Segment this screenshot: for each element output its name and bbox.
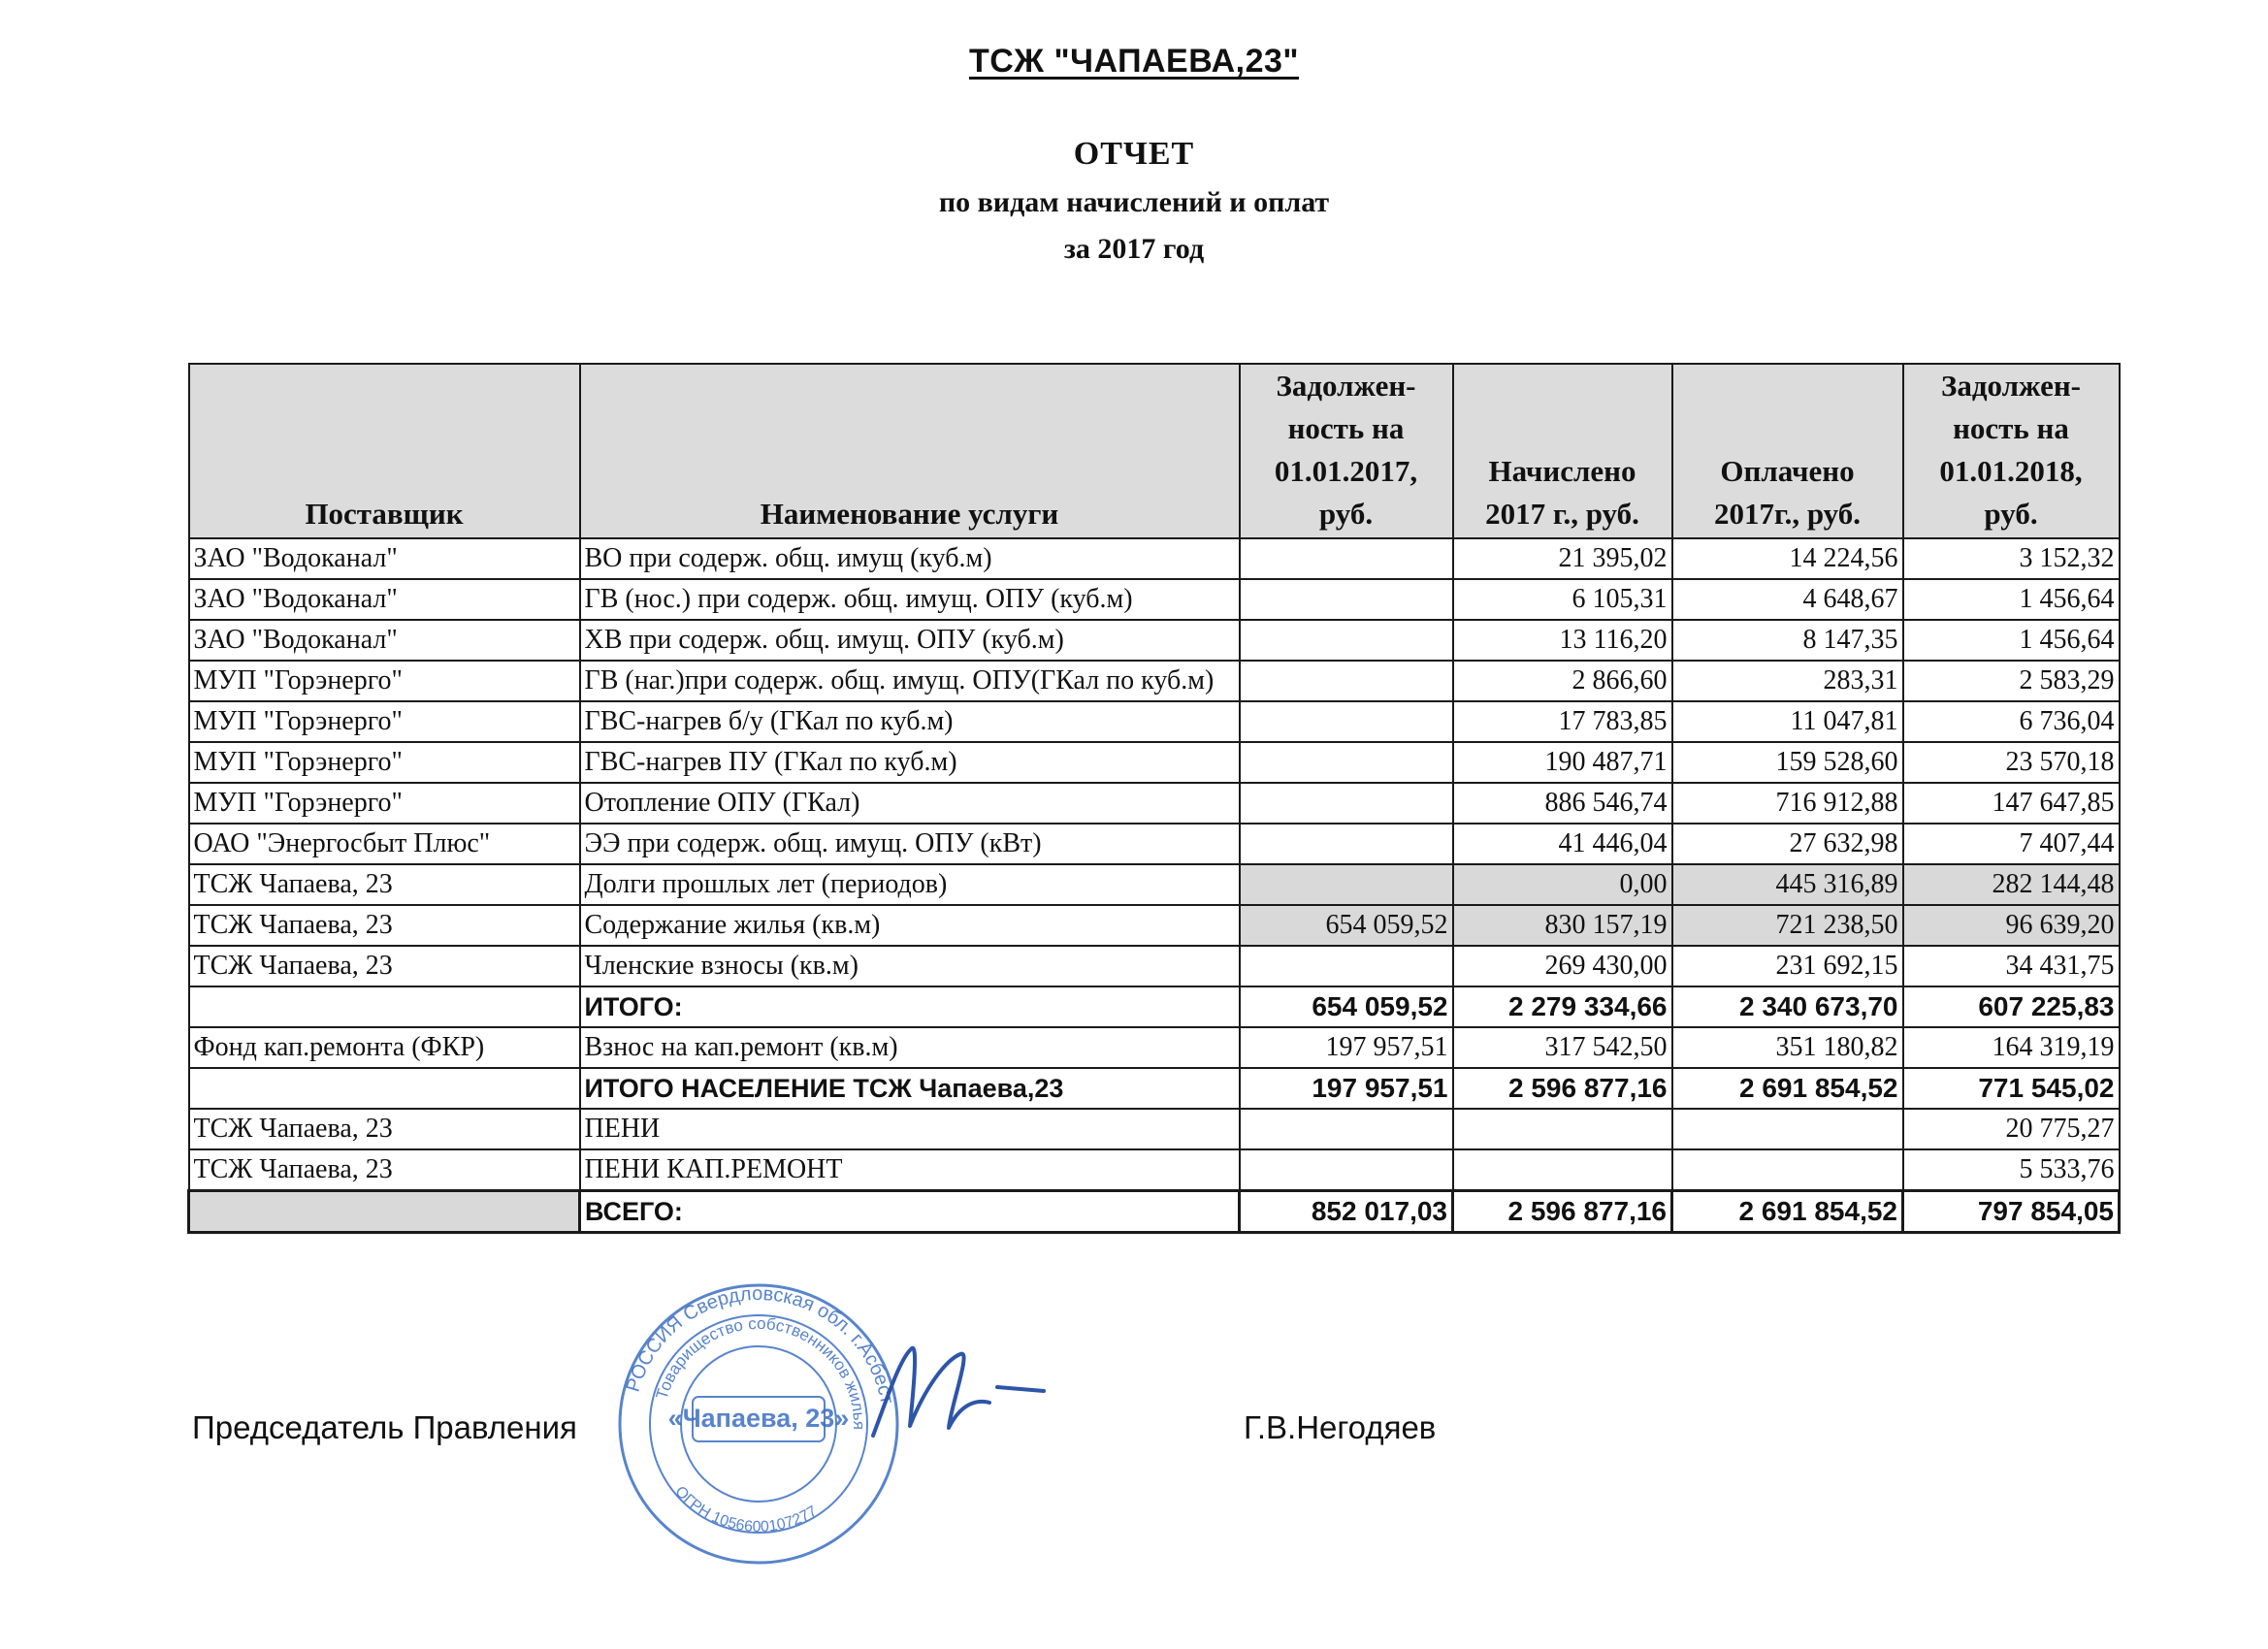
debt-end-cell: 34 431,75	[1903, 946, 2120, 986]
paid-cell: 159 528,60	[1672, 742, 1903, 783]
grand-total-row	[189, 1191, 2120, 1233]
report-table	[187, 363, 2121, 1234]
debt-end-cell: 797 854,05	[1903, 1191, 2120, 1233]
debt-start-cell	[1240, 701, 1453, 742]
debt-end-cell: 23 570,18	[1903, 742, 2120, 783]
supplier-cell: ЗАО "Водоканал"	[189, 579, 580, 620]
chairman-name: Г.В.Негодяев	[1244, 1409, 1437, 1445]
service-cell: Долги прошлых лет (периодов)	[580, 864, 1240, 905]
paid-cell: 8 147,35	[1672, 620, 1903, 661]
paid-cell	[1672, 1149, 1903, 1191]
charged-cell: 0,00	[1453, 864, 1672, 905]
paid-cell: 2 691 854,52	[1672, 1191, 1903, 1233]
debt-end-cell: 6 736,04	[1903, 701, 2120, 742]
table-row	[189, 1149, 2120, 1191]
supplier-cell: ТСЖ Чапаева, 23	[189, 864, 580, 905]
header-row	[189, 364, 2120, 538]
supplier-cell: ЗАО "Водоканал"	[189, 620, 580, 661]
header-debt-start: Задолжен- ность на 01.01.2017, руб.	[1240, 364, 1453, 538]
debt-end-cell: 20 775,27	[1903, 1109, 2120, 1149]
debt-start-cell: 654 059,52	[1240, 905, 1453, 946]
service-cell: ВСЕГО:	[580, 1191, 1240, 1233]
charged-cell: 17 783,85	[1453, 701, 1672, 742]
debt-end-cell: 2 583,29	[1903, 661, 2120, 701]
service-cell: ГВС-нагрев б/у (ГКал по куб.м)	[580, 701, 1240, 742]
chairman-label: Председатель Правления	[192, 1409, 577, 1445]
header-debt-end: Задолжен- ность на 01.01.2018, руб.	[1903, 364, 2120, 538]
header-charged: Начислено 2017 г., руб.	[1453, 364, 1672, 538]
supplier-cell	[189, 1191, 580, 1233]
debt-end-cell: 282 144,48	[1903, 864, 2120, 905]
supplier-cell: ТСЖ Чапаева, 23	[189, 1149, 580, 1191]
debt-start-cell	[1240, 742, 1453, 783]
service-cell: Отопление ОПУ (ГКал)	[580, 783, 1240, 824]
table-row	[189, 701, 2120, 742]
service-cell: ГВ (наг.)при содерж. общ. имущ. ОПУ(ГКал по куб.м)	[580, 661, 1240, 701]
debt-start-cell: 654 059,52	[1240, 986, 1453, 1027]
header-service: Наименование услуги	[580, 364, 1240, 538]
debt-end-cell: 3 152,32	[1903, 538, 2120, 579]
paid-cell: 445 316,89	[1672, 864, 1903, 905]
stamp-center-text: «Чапаева, 23»	[667, 1404, 850, 1433]
charged-cell: 269 430,00	[1453, 946, 1672, 986]
report-heading: ОТЧЕТ	[1073, 136, 1195, 172]
supplier-cell: ТСЖ Чапаева, 23	[189, 1109, 580, 1149]
debt-start-cell: 197 957,51	[1240, 1027, 1453, 1068]
charged-cell: 317 542,50	[1453, 1027, 1672, 1068]
paid-cell: 2 340 673,70	[1672, 986, 1903, 1027]
table-row	[189, 905, 2120, 946]
table-row	[189, 620, 2120, 661]
debt-end-cell: 7 407,44	[1903, 824, 2120, 864]
stamp-outer-text: РОССИЯ Свердловская обл. г.Асбест	[622, 1282, 898, 1406]
table-row	[189, 824, 2120, 864]
header-paid: Оплачено 2017г., руб.	[1672, 364, 1903, 538]
debt-start-cell	[1240, 661, 1453, 701]
debt-end-cell: 1 456,64	[1903, 620, 2120, 661]
supplier-cell	[189, 986, 580, 1027]
charged-cell: 830 157,19	[1453, 905, 1672, 946]
supplier-cell: МУП "Горэнерго"	[189, 701, 580, 742]
service-cell: Содержание жилья (кв.м)	[580, 905, 1240, 946]
debt-end-cell: 5 533,76	[1903, 1149, 2120, 1191]
supplier-cell: ЗАО "Водоканал"	[189, 538, 580, 579]
debt-start-cell	[1240, 1109, 1453, 1149]
debt-start-cell	[1240, 783, 1453, 824]
service-cell: Взнос на кап.ремонт (кв.м)	[580, 1027, 1240, 1068]
table-row	[189, 946, 2120, 986]
service-cell: Членские взносы (кв.м)	[580, 946, 1240, 986]
debt-end-cell: 607 225,83	[1903, 986, 2120, 1027]
subtotal-row	[189, 986, 2120, 1027]
paid-cell	[1672, 1109, 1903, 1149]
paid-cell: 11 047,81	[1672, 701, 1903, 742]
charged-cell: 41 446,04	[1453, 824, 1672, 864]
service-cell: ВО при содерж. общ. имущ (куб.м)	[580, 538, 1240, 579]
service-cell: ЭЭ при содерж. общ. имущ. ОПУ (кВт)	[580, 824, 1240, 864]
supplier-cell: МУП "Горэнерго"	[189, 783, 580, 824]
charged-cell: 2 596 877,16	[1453, 1191, 1672, 1233]
charged-cell: 2 596 877,16	[1453, 1068, 1672, 1109]
table-row	[189, 538, 2120, 579]
charged-cell: 21 395,02	[1453, 538, 1672, 579]
debt-end-cell: 96 639,20	[1903, 905, 2120, 946]
debt-end-cell: 164 319,19	[1903, 1027, 2120, 1068]
service-cell: ГВ (нос.) при содерж. общ. имущ. ОПУ (куб.м)	[580, 579, 1240, 620]
paid-cell: 351 180,82	[1672, 1027, 1903, 1068]
supplier-cell: МУП "Горэнерго"	[189, 742, 580, 783]
paid-cell: 721 238,50	[1672, 905, 1903, 946]
stamp-inner-text: Товарищество собственников жилья	[652, 1313, 869, 1431]
debt-start-cell	[1240, 1149, 1453, 1191]
table-row	[189, 1109, 2120, 1149]
charged-cell: 6 105,31	[1453, 579, 1672, 620]
paid-cell: 231 692,15	[1672, 946, 1903, 986]
supplier-cell: МУП "Горэнерго"	[189, 661, 580, 701]
debt-start-cell	[1240, 620, 1453, 661]
supplier-cell: ТСЖ Чапаева, 23	[189, 905, 580, 946]
debt-start-cell	[1240, 864, 1453, 905]
debt-start-cell	[1240, 946, 1453, 986]
supplier-cell	[189, 1068, 580, 1109]
service-cell: ПЕНИ КАП.РЕМОНТ	[580, 1149, 1240, 1191]
paid-cell: 27 632,98	[1672, 824, 1903, 864]
document-title: ТСЖ "ЧАПАЕВА,23"	[968, 43, 1300, 80]
paid-cell: 14 224,56	[1672, 538, 1903, 579]
debt-end-cell: 1 456,64	[1903, 579, 2120, 620]
service-cell: ГВС-нагрев ПУ (ГКал по куб.м)	[580, 742, 1240, 783]
paid-cell: 283,31	[1672, 661, 1903, 701]
supplier-cell: ТСЖ Чапаева, 23	[189, 946, 580, 986]
service-cell: ИТОГО НАСЕЛЕНИЕ ТСЖ Чапаева,23	[580, 1068, 1240, 1109]
debt-start-cell: 852 017,03	[1240, 1191, 1453, 1233]
table-row	[189, 783, 2120, 824]
charged-cell: 2 866,60	[1453, 661, 1672, 701]
table-row	[189, 661, 2120, 701]
supplier-cell: ОАО "Энергосбыт Плюс"	[189, 824, 580, 864]
debt-end-cell: 771 545,02	[1903, 1068, 2120, 1109]
debt-start-cell	[1240, 824, 1453, 864]
charged-cell: 886 546,74	[1453, 783, 1672, 824]
report-period: за 2017 год	[1063, 233, 1205, 265]
charged-cell: 2 279 334,66	[1453, 986, 1672, 1027]
paid-cell: 4 648,67	[1672, 579, 1903, 620]
debt-end-cell: 147 647,85	[1903, 783, 2120, 824]
header-supplier: Поставщик	[189, 364, 580, 538]
charged-cell: 190 487,71	[1453, 742, 1672, 783]
debt-start-cell	[1240, 538, 1453, 579]
debt-start-cell	[1240, 579, 1453, 620]
table-row	[189, 1027, 2120, 1068]
table-row	[189, 579, 2120, 620]
paid-cell: 2 691 854,52	[1672, 1068, 1903, 1109]
charged-cell: 13 116,20	[1453, 620, 1672, 661]
debt-start-cell: 197 957,51	[1240, 1068, 1453, 1109]
charged-cell	[1453, 1149, 1672, 1191]
service-cell: ПЕНИ	[580, 1109, 1240, 1149]
charged-cell	[1453, 1109, 1672, 1149]
supplier-cell: Фонд кап.ремонта (ФКР)	[189, 1027, 580, 1068]
paid-cell: 716 912,88	[1672, 783, 1903, 824]
table-row	[189, 742, 2120, 783]
service-cell: ХВ при содерж. общ. имущ. ОПУ (куб.м)	[580, 620, 1240, 661]
stamp-ogrn-text: ОГРН 1056600107277	[671, 1483, 821, 1536]
population-total-row	[189, 1068, 2120, 1109]
table-row	[189, 864, 2120, 905]
service-cell: ИТОГО:	[580, 986, 1240, 1027]
report-subtitle: по видам начислений и оплат	[938, 186, 1330, 218]
signature	[854, 1319, 1048, 1465]
